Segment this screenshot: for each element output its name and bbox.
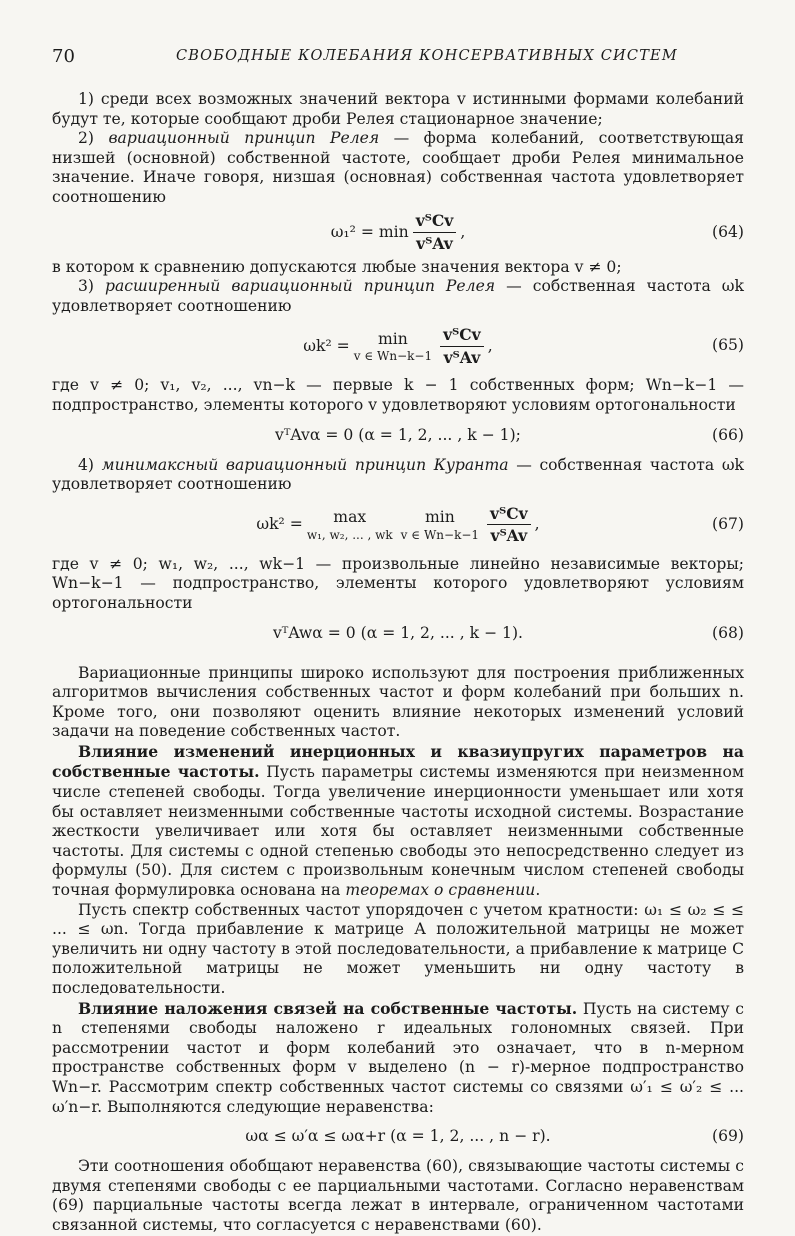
item-number: 2) [78,129,95,148]
page-number: 70 [52,46,75,67]
paragraph-2 [52,129,744,207]
paragraph-4-text: — собственная частота ωk удовлетворяет соотношению [52,277,744,315]
paragraph-10: Пусть спектр собственных частот упорядочен с учетом кратности: ω₁ ≤ ω₂ ≤ ≤ ... ≤ ωn. Тогда прибавление к матрице A положительной матрицы не может увеличить ни одну частоту в этой последовательности, а прибавление к матрице C положительной матрицы не может уменьшить ни одну частоту в последовательности. [52,900,744,997]
running-title: СВОБОДНЫЕ КОЛЕБАНИЯ КОНСЕРВАТИВНЫХ СИСТЕМ [176,48,678,64]
eq67-fraction [487,504,531,546]
term-comparison-theorems: теоремах о сравнении [345,881,536,900]
eq69-number: (69) [711,1127,744,1146]
equation-66 [52,416,744,456]
eq65-min-operator [354,330,432,364]
eq67-min-operator [401,508,479,542]
term-rayleigh-principle: вариационный принцип Релея [108,129,380,148]
eq64-lhs: ω₁² = min [330,222,409,241]
eq67-op1: max [333,507,367,526]
eq65-tail: , [487,336,493,355]
paragraph-11-text: Пусть на систему с n степенями свободы наложено r идеальных голономных связей. При рассмотрении частот и форм колебаний это означает, что в n-мерном пространстве собственных форм v выделено (n − r)-мерное подпространство Wn−r. Рассмотрим спектр собственных частот системы со связями ω′₁ ≤ ω′₂ ≤ ... ω′n−r. Выполняются следующие неравенства: [52,999,744,1116]
eq67-op2: min [424,507,455,526]
equation-64 [52,208,744,258]
eq68-number: (68) [711,623,744,642]
equation-68 [52,614,744,654]
eq64-number: (64) [711,222,744,241]
eq66-body: vᵀAvα = 0 (α = 1, 2, ... , k − 1); [275,425,521,444]
term-courant-principle: минимаксный вариационный принцип Куранта [101,455,509,474]
eq67-max-operator [307,508,393,542]
eq64-denominator: vᵀAv [416,234,453,254]
page-body [52,90,744,1236]
eq64-numerator: vᵀCv [413,211,457,233]
eq65-denominator: vᵀAv [443,347,481,367]
equation-69 [52,1117,744,1157]
eq67-numerator: vᵀCv [487,504,531,526]
eq67-number: (67) [711,514,744,533]
term-extended-rayleigh-principle: расширенный вариационный принцип Релея [105,277,496,296]
eq65-lhs: ωk² = [303,336,350,355]
paragraph-2-text: — форма колебаний, соответствующая низшей (основной) собственной частоте, сообщает дроби Релея минимальное значение. Иначе говоря, низшая (основная) собственная частота удовлетворяет соотношению [52,129,744,206]
item-number: 4) [78,455,95,474]
eq64-fraction [413,211,457,253]
eq65-subscript: v ∈ Wn−k−1 [353,349,433,364]
eq67-denominator: vᵀAv [490,526,528,546]
eq67-tail: , [534,514,540,533]
eq68-body: vᵀAwα = 0 (α = 1, 2, ... , k − 1). [272,623,524,642]
section-heading-constraints: Влияние наложения связей на собственные частоты. [78,998,578,1018]
paragraph-4 [52,277,744,316]
equation-67 [52,495,744,555]
paragraph-6 [52,456,744,495]
eq67-lhs: ωk² = [256,514,303,533]
paragraph-7: где v ≠ 0; w₁, w₂, ..., wk−1 — произвольные линейно независимые векторы; Wn−k−1 — подпространство, элементы которого удовлетворяют условиям ортогональности [52,554,744,612]
paragraph-9 [52,742,744,901]
eq67-subscript-1: w₁, w₂, ... , wk [306,527,393,542]
paragraph-1: 1) среди всех возможных значений вектора v истинными формами колебаний будут те, которые сообщают дроби Релея стационарное значение; [52,90,744,128]
equation-65 [52,316,744,376]
paragraph-9-end: . [535,881,541,900]
paragraph-12: Эти соотношения обобщают неравенства (60), связывающие частоты системы с двумя степенями свободы с ее парциальными частотами. Согласно неравенствам (69) парциальные частоты всегда лежат в интервале, ограниченном частотами связанной системы, что согласуется с неравенствами (60). [52,1157,744,1234]
section-heading-inertia: Влияние изменений инерционных и квазиупругих параметров на собственные частоты. [52,741,744,782]
eq64-tail: , [460,222,466,241]
paragraph-11 [52,999,744,1118]
eq69-body: ωα ≤ ω′α ≤ ωα+r (α = 1, 2, ... , n − r). [245,1127,551,1146]
eq67-subscript-2: v ∈ Wn−k−1 [400,527,480,542]
eq66-number: (66) [711,425,744,444]
paragraph-6-text: — собственная частота ωk удовлетворяет соотношению [52,455,744,494]
eq65-fraction [440,325,484,367]
paragraph-8: Вариационные принципы широко используют для построения приближенных алгоритмов вычисления собственных частот и форм колебаний при больших n. Кроме того, они позволяют оценить влияние некоторых изменений условий задачи на поведение собственных частот. [52,663,744,741]
paragraph-9-text: Пусть параметры системы изменяются при неизменном числе степеней свободы. Тогда увеличение инерционности уменьшает или хотя бы оставляет неизменными собственные частоты исходной системы. Возрастание жесткости увеличивает или хотя бы оставляет неизменными собственные частоты. Для системы с одной степенью свободы это непосредственно следует из формулы (50). Для систем с произвольным конечным числом степеней свободы точная формулировка основана на [52,763,744,900]
page-header [52,46,752,70]
paragraph-5: где v ≠ 0; v₁, v₂, ..., vn−k — первые k − 1 собственных форм; Wn−k−1 — подпространство, элементы которого v удовлетворяют условиям ортогональности [52,376,744,414]
paragraph-3: в котором к сравнению допускаются любые значения вектора v ≠ 0; [52,257,622,276]
eq65-numerator: vᵀCv [440,325,484,347]
item-number: 3) [78,277,95,296]
eq65-number: (65) [711,336,744,355]
eq65-op: min [378,329,408,348]
